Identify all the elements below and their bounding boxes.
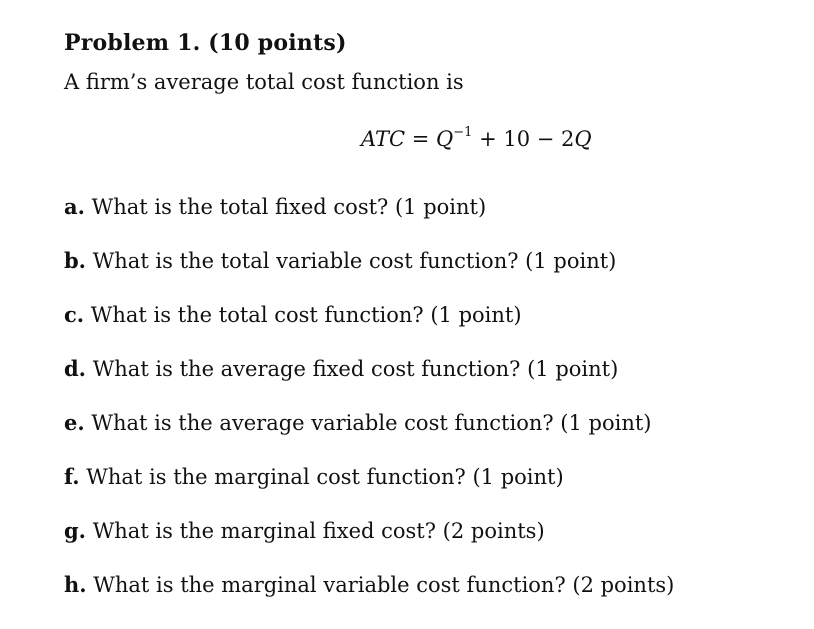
question-text: What is the average variable cost function? (1 point): [91, 411, 652, 435]
equation-equals: =: [405, 127, 437, 151]
question-text: What is the marginal cost function? (1 point): [86, 465, 564, 489]
equation-q2: Q: [574, 127, 592, 151]
equation-lhs: ATC: [361, 127, 406, 151]
question-letter: h.: [64, 572, 87, 597]
equation-q: Q: [436, 127, 454, 151]
question-f: [64, 464, 564, 489]
question-d: [64, 356, 618, 381]
question-c: [64, 302, 522, 327]
problem-title: Problem 1. (10 points): [64, 30, 347, 56]
question-g: [64, 518, 545, 543]
question-text: What is the marginal fixed cost? (2 points): [92, 519, 545, 543]
question-letter: g.: [64, 518, 86, 543]
atc-equation: [361, 127, 592, 151]
question-text: What is the total variable cost function? (1 point): [92, 249, 617, 273]
question-letter: c.: [64, 302, 85, 327]
problem-intro: A firm’s average total cost function is: [64, 70, 464, 94]
question-text: What is the marginal variable cost function? (2 points): [93, 573, 675, 597]
question-letter: e.: [64, 410, 85, 435]
question-letter: b.: [64, 248, 86, 273]
question-h: [64, 572, 674, 597]
question-e: [64, 410, 652, 435]
equation-rest: + 10 − 2: [472, 127, 575, 151]
question-text: What is the total cost function? (1 point): [90, 303, 522, 327]
question-letter: d.: [64, 356, 86, 381]
question-text: What is the total fixed cost? (1 point): [91, 195, 487, 219]
question-letter: f.: [64, 464, 80, 489]
question-text: What is the average fixed cost function? (1 point): [92, 357, 619, 381]
question-a: [64, 194, 486, 219]
question-b: [64, 248, 616, 273]
question-letter: a.: [64, 194, 85, 219]
equation-exponent: −1: [453, 125, 473, 140]
